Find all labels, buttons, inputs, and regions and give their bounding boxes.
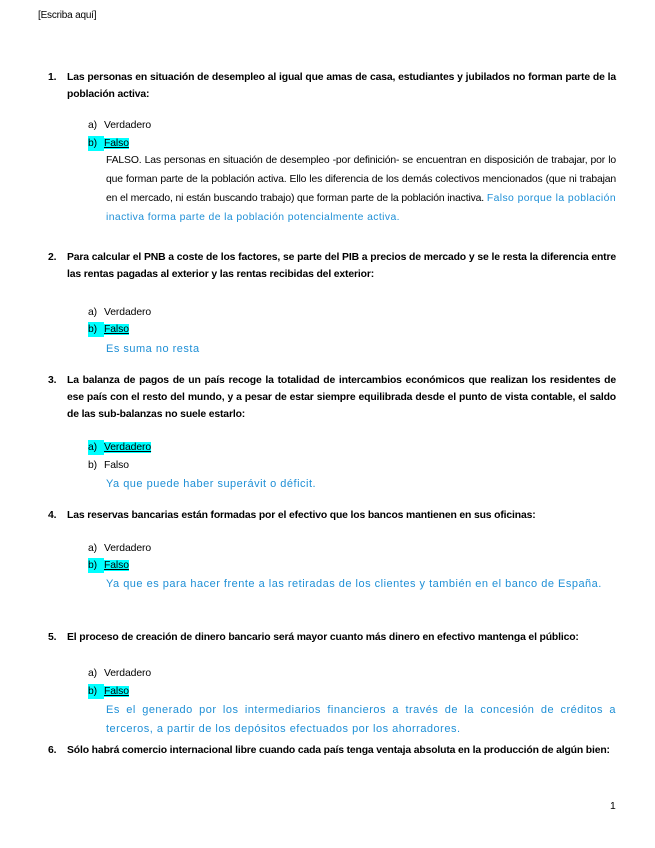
- question-1: [48, 69, 616, 103]
- question-4: [48, 507, 616, 524]
- question-text: El proceso de creación de dinero bancario será mayor cuanto más dinero en efectivo mantenga el público:: [67, 632, 579, 643]
- option-text: Verdadero: [104, 120, 152, 131]
- option-b-selected: [88, 558, 129, 573]
- option-text: Falso: [104, 460, 129, 471]
- answer-3: Ya que puede haber superávit o déficit.: [106, 478, 317, 490]
- question-number: 1.: [48, 72, 57, 83]
- question-2: [48, 249, 616, 283]
- answer-text: Falso porque la población inactiva forma parte de la población potencialmente activa.: [106, 193, 616, 223]
- option-b-selected: [88, 684, 129, 699]
- option-label: a): [88, 307, 98, 318]
- question-number: 2.: [48, 252, 57, 263]
- page-number: 1: [610, 801, 616, 812]
- question-number: 6.: [48, 745, 57, 756]
- option-label: a): [88, 668, 98, 679]
- question-number: 5.: [48, 632, 57, 643]
- question-number: 3.: [48, 375, 57, 386]
- option-text: Falso: [104, 324, 129, 335]
- question-3: [48, 372, 616, 423]
- option-label: b): [88, 558, 104, 573]
- option-text: Verdadero: [104, 307, 152, 318]
- question-text: Las personas en situación de desempleo al igual que amas de casa, estudiantes y jubilados no forman parte de la población activa:: [67, 72, 616, 100]
- option-text: Verdadero: [104, 442, 152, 453]
- option-label: b): [88, 460, 98, 471]
- answer-2: Es suma no resta: [106, 343, 200, 355]
- question-number: 4.: [48, 510, 57, 521]
- option-label: a): [88, 543, 98, 554]
- option-a: [88, 666, 151, 681]
- option-a: [88, 541, 151, 556]
- question-text: Las reservas bancarias están formadas por el efectivo que los bancos mantienen en sus oficinas:: [67, 510, 536, 521]
- option-text: Falso: [104, 138, 129, 149]
- question-text: Sólo habrá comercio internacional libre cuando cada país tenga ventaja absoluta en la producción de algún bien:: [67, 745, 610, 756]
- option-label: a): [88, 120, 98, 131]
- option-a: [88, 118, 151, 133]
- option-b-selected: [88, 136, 129, 151]
- question-5: [48, 629, 616, 646]
- option-a-selected: [88, 440, 151, 455]
- question-6: [48, 742, 616, 759]
- option-a: [88, 305, 151, 320]
- option-label: b): [88, 322, 104, 337]
- question-text: La balanza de pagos de un país recoge la totalidad de intercambios económicos que realizan los residentes de ese país con el resto del mundo, y a pesar de estar siempre equilibrada desde el punto de vista contable, el saldo de las sub-balanzas no suele estarlo:: [67, 375, 616, 420]
- header-placeholder[interactable]: [Escriba aquí]: [38, 10, 97, 21]
- option-label: b): [88, 136, 104, 151]
- option-text: Verdadero: [104, 543, 152, 554]
- option-text: Falso: [104, 686, 129, 697]
- option-b-selected: [88, 322, 129, 337]
- explanation-1: [106, 151, 616, 227]
- option-label: a): [88, 440, 104, 455]
- option-label: b): [88, 684, 104, 699]
- answer-5: Es el generado por los intermediarios financieros a través de la concesión de créditos a terceros, a partir de los depósitos efectuados por los ahorradores.: [106, 704, 616, 735]
- option-b: [88, 458, 129, 473]
- option-text: Verdadero: [104, 668, 152, 679]
- question-text: Para calcular el PNB a coste de los factores, se parte del PIB a precios de mercado y se le resta la diferencia entre las rentas pagadas al exterior y las rentas recibidas del exterior:: [67, 252, 616, 280]
- answer-4: Ya que es para hacer frente a las retiradas de los clientes y también en el banco de España.: [106, 578, 602, 590]
- explanation-text: FALSO. Las personas en situación de desempleo -por definición- se encuentran en disposición de trabajar, por lo que forman parte de la población activa. Ello les diferencia de los demás colectivos mencionados (que ni trabajan en el mercado, ni están buscando trabajo) que forman parte de la población inactiva.: [106, 155, 616, 204]
- option-text: Falso: [104, 560, 129, 571]
